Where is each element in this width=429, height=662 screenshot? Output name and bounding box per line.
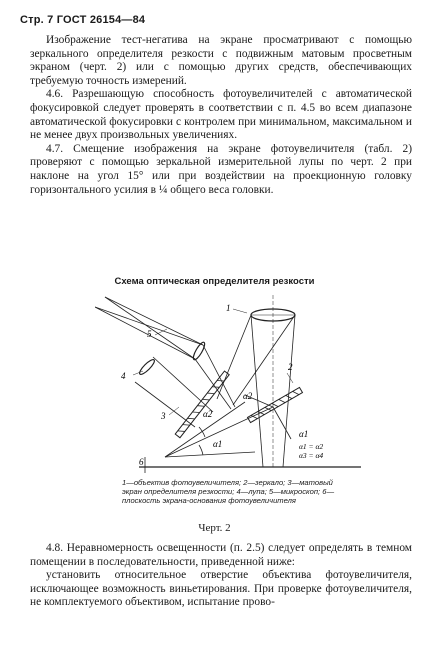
matte-screen [175,371,229,438]
label-alpha2-mid: α2 [243,391,253,401]
paragraph-4-8: 4.8. Неравномерность освещенности (п. 2.5) следует определять в темном помещении в последовательности, приведенной ниже: [30,542,412,568]
paragraph-4-7: 4.7. Смещение изображения на экране фотоувеличителя (табл. 2) проверяют с помощью зеркальной измерительной лупы по черт. 2 при наклоне на угол 15° или при воздействии на проекционную головку горизонтального усилия в ¼ общего веса головки. [30,142,412,196]
bottom-text [30,542,412,610]
label-alpha2: α2 [203,409,213,419]
label-equation-1: α1 = α2 [299,442,324,451]
magnifier-lens [138,358,156,376]
paragraph-intro: Изображение тест-негатива на экране просматривают с помощью зеркального определителя резкости с подвижным матовым просветным экраном (черт. 2) или с помощью других средств, обеспечивающих требуемую точность измерений. [30,34,412,87]
label-6: 6 [139,457,144,467]
top-text [30,34,412,197]
label-alpha1: α1 [213,439,223,449]
label-1: 1 [226,303,231,313]
label-4: 4 [121,371,126,381]
mirror [248,387,303,422]
figure-number: Черт. 2 [198,522,231,534]
label-2: 2 [288,362,293,372]
label-3: 3 [161,411,166,421]
page-header: Стр. 7 ГОСТ 26154—84 [20,14,146,26]
figure-title: Схема оптическая определителя резкости [114,276,315,287]
label-5: 5 [147,329,152,339]
optical-diagram [95,287,365,475]
paragraph-4-8-step: установить относительное отверстие объектива фотоувеличителя, исключающее возможность виньетирования. При проверке фотоувеличителя, не комплектуемого объективом, испытание прово- [30,569,412,609]
label-alpha1-right: α1 [299,429,309,439]
label-equation-2: α3 = α4 [299,451,324,460]
paragraph-4-6: 4.6. Разрешающую способность фотоувеличителей с автоматической фокусировкой следует проверять в соответствии с п. 4.5 во всем диапазоне автоматической фокусировки с контролем при минимальном, максимальном и не менее двух произвольных увеличениях. [30,88,412,142]
figure-caption: 1—объектив фотоувеличителя; 2—зеркало; 3—матовый экран определителя резкости; 4—лупа; 5—микроскоп; 6—плоскость экрана-основания фотоувеличителя [122,478,335,505]
